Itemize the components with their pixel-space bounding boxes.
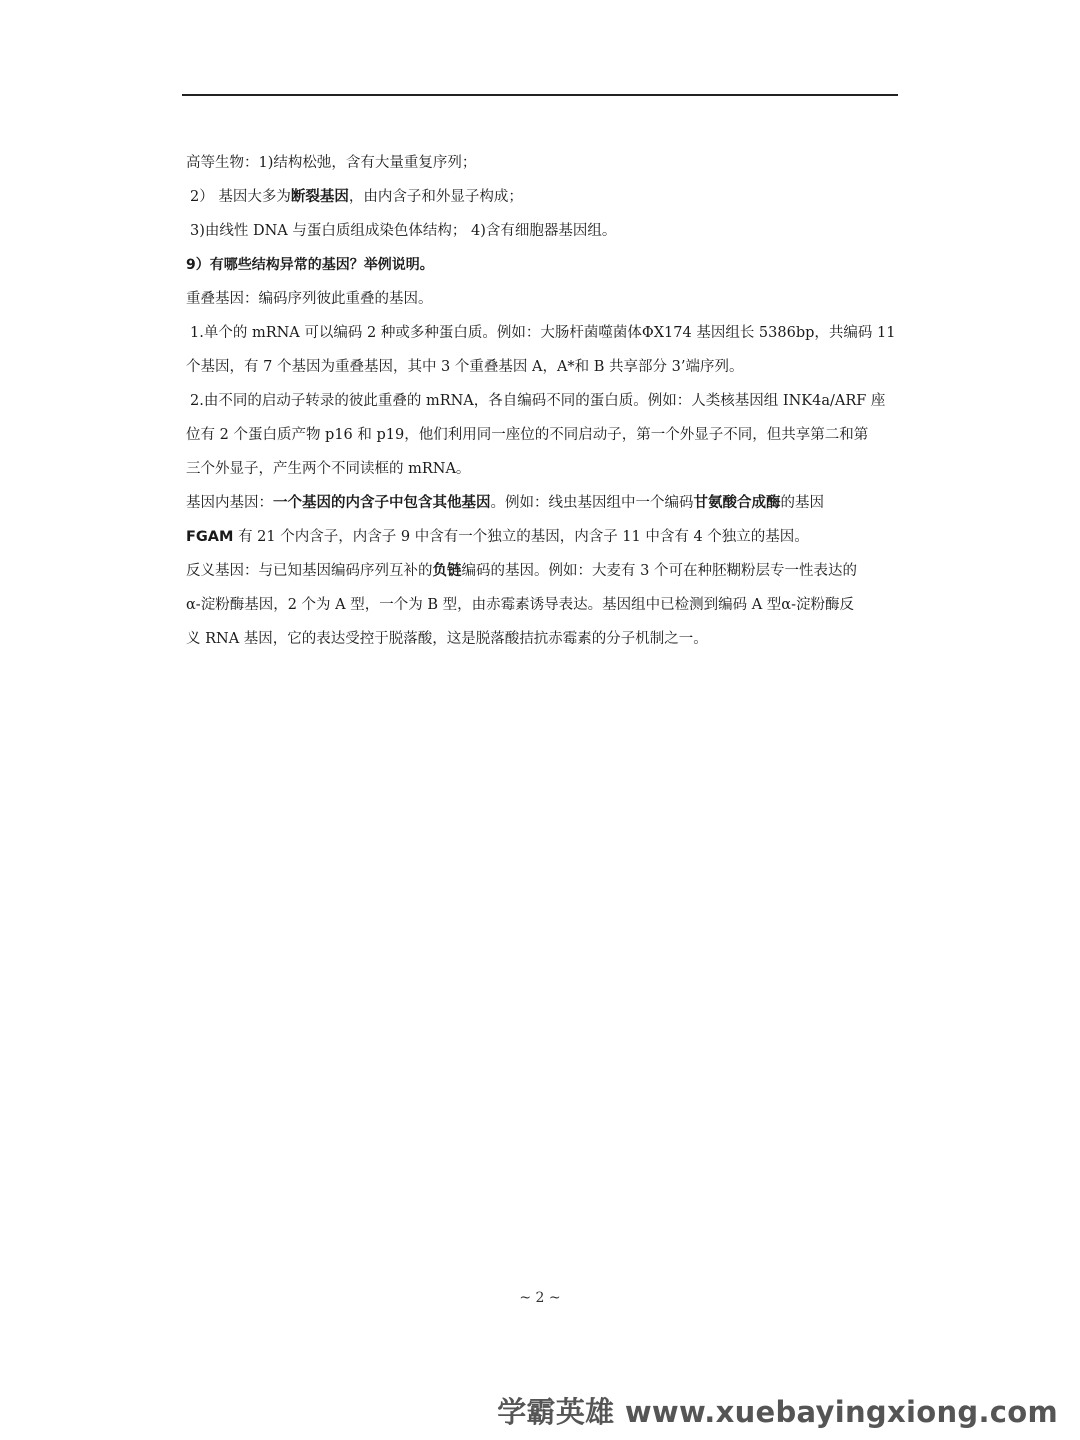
bold-term: 断裂基因 (290, 189, 349, 205)
text-line: 2.由不同的启动子转录的彼此重叠的 mRNA，各自编码不同的蛋白质。例如：人类核基因组 INK4a/ARF 座 (190, 393, 886, 409)
text-line (186, 180, 898, 214)
text-line: 个基因，有 7 个基因为重叠基因，其中 3 个重叠基因 A，A*和 B 共享部分 3’端序列。 (186, 359, 744, 375)
text-line: 三个外显子，产生两个不同读框的 mRNA。 (186, 461, 471, 477)
bold-term: FGAM (186, 529, 234, 545)
document-body (186, 146, 898, 656)
text-span: 2） 基因大多为 (190, 189, 291, 205)
text-line: 位有 2 个蛋白质产物 p16 和 p19，他们利用同一座位的不同启动子，第一个外显子不同，但共享第二和第 (186, 427, 869, 443)
text-line: 高等生物：1)结构松弛，含有大量重复序列； (186, 155, 477, 171)
text-line: 重叠基因：编码序列彼此重叠的基因。 (186, 291, 433, 307)
text-span: 编码的基因。例如：大麦有 3 个可在种胚糊粉层专一性表达的 (461, 563, 857, 579)
text-span: 的基因 (780, 495, 824, 511)
text-span: 有 21 个内含子，内含子 9 中含有一个独立的基因，内含子 11 中含有 4 个独立的基因。 (233, 529, 809, 545)
text-line (186, 486, 898, 520)
text-span: 基因内基因： (186, 495, 273, 511)
text-span: 反义基因：与已知基因编码序列互补的 (186, 563, 433, 579)
text-line (186, 554, 898, 588)
question-heading: 9）有哪些结构异常的基因？举例说明。 (186, 257, 434, 273)
text-span: 。例如：线虫基因组中一个编码 (490, 495, 694, 511)
text-span: ，由内含子和外显子构成； (348, 189, 523, 205)
bold-term: 甘氨酸合成酶 (693, 495, 781, 511)
header-rule (182, 94, 898, 96)
text-line: α-淀粉酶基因，2 个为 A 型，一个为 B 型，由赤霉素诱导表达。基因组中已检测到编码 A 型α-淀粉酶反 (186, 597, 854, 613)
page-number: ~ 2 ~ (519, 1290, 561, 1306)
watermark: 学霸英雄 www.xuebayingxiong.com (497, 1395, 1058, 1429)
text-line: 3)由线性 DNA 与蛋白质组成染色体结构； 4)含有细胞器基因组。 (190, 223, 617, 239)
text-line: 义 RNA 基因，它的表达受控于脱落酸，这是脱落酸拮抗赤霉素的分子机制之一。 (186, 631, 708, 647)
bold-term: 一个基因的内含子中包含其他基因 (273, 495, 491, 511)
text-line: 1.单个的 mRNA 可以编码 2 种或多种蛋白质。例如：大肠杆菌噬菌体ΦX174 基因组长 5386bp，共编码 11 (190, 325, 896, 341)
text-line (186, 520, 898, 554)
bold-term: 负链 (432, 563, 462, 579)
